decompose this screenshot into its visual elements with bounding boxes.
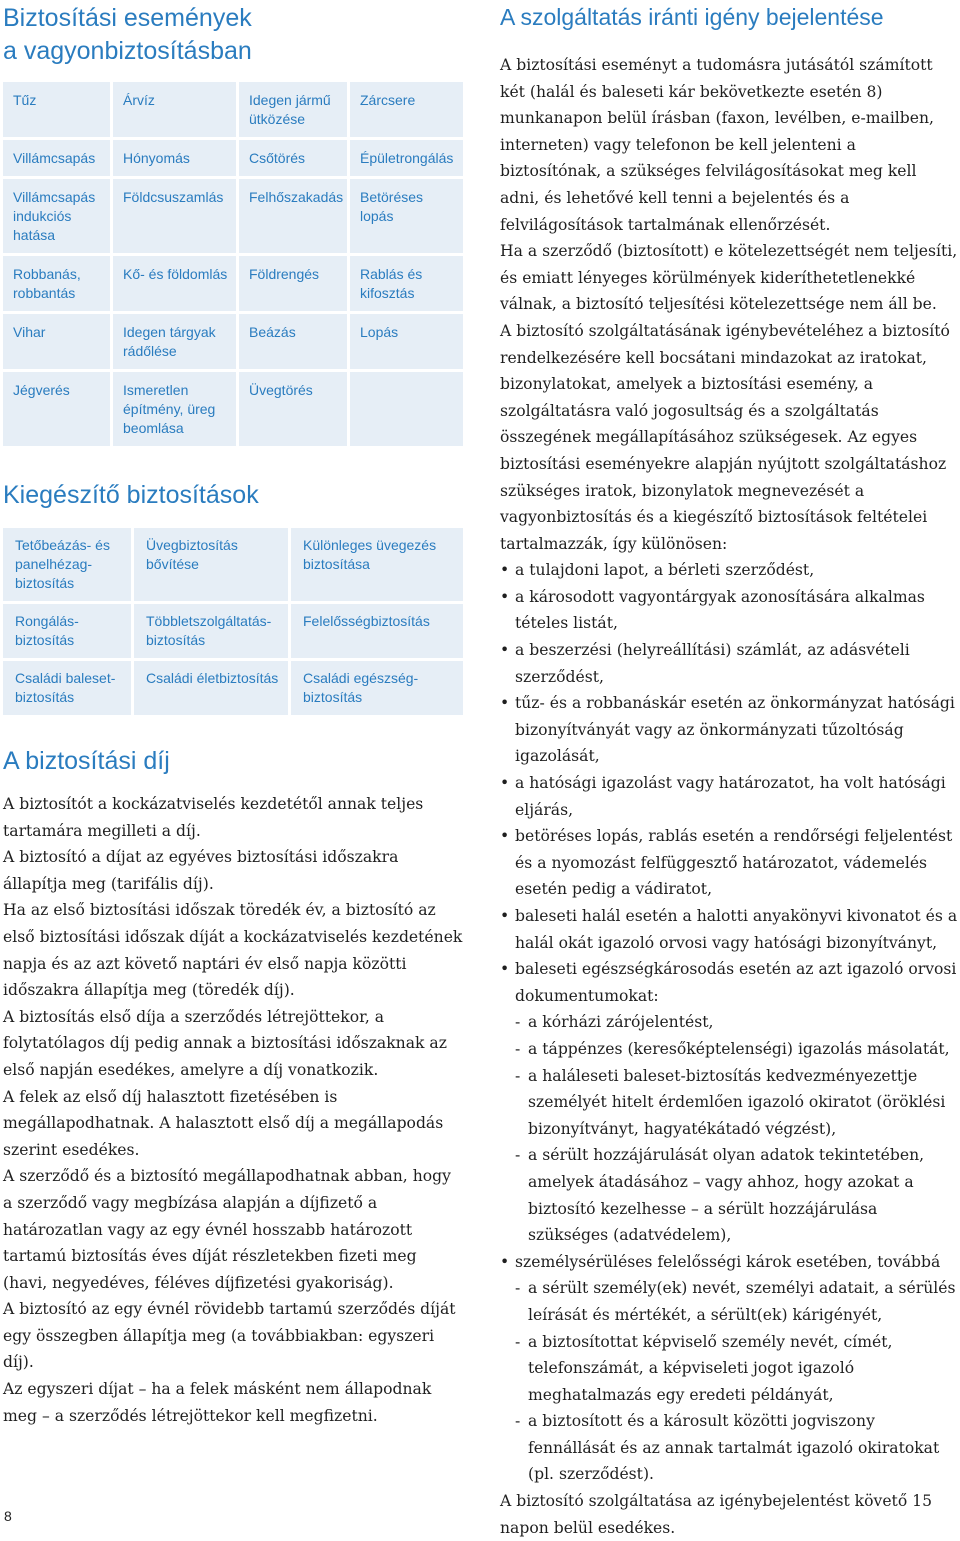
claim-item-text: a biztosítottat képviselő személy nevét, címét, telefonszámát, a képviseleti jogot igazoló meghatalmazás egy eredeti példányát,: [528, 1332, 893, 1404]
dash-marker: -: [515, 1279, 521, 1298]
dash-marker: -: [515, 1146, 521, 1165]
addon-cell: Különleges üvegezés biztosítása: [288, 528, 463, 601]
addon-cell: Tetőbeázás- és panelhézag-biztosítás: [3, 528, 131, 601]
claim-sub-item: [500, 1329, 958, 1409]
claim-sub-item: [500, 1275, 958, 1328]
title-claim: A szolgáltatás iránti igény bejelentése: [500, 4, 884, 30]
fee-paragraph: Az egyszeri díjat – ha a felek másként nem állapodnak meg – a szerződés létrejöttekor kell megfizetni.: [3, 1380, 432, 1425]
fee-paragraph: A biztosítás első díja a szerződés létrejöttekor, a folytatólagos díj pedig annak a biztosítási időszaknak az első napján esedékes, amelyre a díj vonatkozik.: [3, 1007, 447, 1079]
fee-text: [3, 791, 463, 1429]
claim-paragraph-3: A biztosító szolgáltatásának igénybevételéhez a biztosító rendelkezésére kell bocsátani mindazokat az iratokat, bizonylatokat, amelyek a biztosítási esemény, a szolgáltatásra való jogosultság és a szolgáltatás összegének megállapításához szükségesek. Az egyes biztosítási eseményekre alapján nyújtott szolgáltatáshoz szükséges iratok, bizonylatok megnevezését a vagyonbiztosítás és a kiegészítő biztosítások feltételei tartalmazzák, így különösen:: [500, 321, 950, 553]
claim-bullet-item: [500, 823, 958, 903]
claim-bullet-item: [500, 637, 958, 690]
dash-marker: -: [515, 1332, 521, 1351]
hazard-cell: Vihar: [3, 314, 110, 369]
addon-table: [3, 528, 463, 715]
hazard-cell: [347, 372, 463, 446]
hazard-cell: Árvíz: [110, 82, 236, 137]
hazard-cell: Idegen tárgyak rádőlése: [110, 314, 236, 369]
title-hazards-line1: Biztosítási események: [3, 4, 252, 32]
addon-cell: Üvegbiztosítás bővítése: [131, 528, 288, 601]
fee-paragraph: A biztosító az egy évnél rövidebb tartamú szerződés díját egy összegben állapítja meg (a továbbiakban: egyszeri díj).: [3, 1300, 456, 1372]
title-addons: Kiegészítő biztosítások: [3, 481, 259, 509]
hazard-cell: Beázás: [236, 314, 347, 369]
title-fee: A biztosítási díj: [3, 747, 170, 775]
claim-item-text: a kórházi zárójelentést,: [528, 1013, 714, 1032]
claim-item-text: a hatósági igazolást vagy határozatot, ha volt hatósági eljárás,: [515, 774, 946, 819]
claim-item-text: a biztosított és a károsult közötti jogviszony fennállását és az annak tartalmát igazoló okiratokat (pl. szerződést).: [528, 1412, 940, 1484]
hazard-cell: Robbanás, robbantás: [3, 256, 110, 311]
claim-item-text: a beszerzési (helyreállítási) számlát, az adásvételi szerződést,: [515, 641, 910, 686]
claim-item-text: baleseti halál esetén a halotti anyakönyvi kivonatot és a halál okát igazoló orvosi vagy hatósági bizonyítványt,: [515, 907, 958, 952]
hazard-cell: Épületrongálás: [347, 140, 463, 176]
claim-sub-item: [500, 1142, 958, 1248]
claim-item-text: betöréses lopás, rablás esetén a rendőrségi feljelentést és a nyomozást felfüggesztő határozatot, vádemelés esetén pedig a vádiratot,: [515, 827, 953, 899]
dash-marker: -: [515, 1039, 521, 1058]
page-number: 8: [4, 1508, 12, 1524]
claim-sub-item: [500, 1063, 958, 1143]
claim-paragraph-2: Ha a szerződő (biztosított) e kötelezettségét nem teljesíti, és emiatt lényeges körülmények kideríthetetlenekké válnak, a biztosító teljesítési kötelezettsége nem áll be.: [500, 242, 958, 314]
fee-paragraph: A biztosító a díjat az egyéves biztosítási időszakra állapítja meg (tarifális díj).: [3, 848, 399, 893]
hazard-cell: Földrengés: [236, 256, 347, 311]
hazard-cell: Zárcsere: [347, 82, 463, 137]
claim-document-list: [500, 557, 958, 1488]
claim-item-text: tűz- és a robbanáskár esetén az önkormányzat hatósági bizonyítványát vagy az önkormányzati tűzoltóság igazolását,: [515, 694, 955, 766]
claim-item-text: a haláleseti baleset-biztosítás kedvezményezettje személyét hitelt érdemlően igazoló okiratot (öröklési bizonyítványt, hagyatékátadó végzést),: [528, 1066, 946, 1138]
hazard-cell: Idegen jármű ütközése: [236, 82, 347, 137]
dash-marker: -: [515, 1066, 521, 1085]
claim-bullet-item: [500, 770, 958, 823]
hazard-table: [3, 82, 463, 446]
claim-bullet-item: [500, 956, 958, 1009]
hazard-cell: Kő- és földomlás: [110, 256, 236, 311]
claim-item-text: a sérült személy(ek) nevét, személyi adatait, a sérülés leírását és mértékét, a sérült(ek) kárigényét,: [528, 1279, 956, 1324]
dash-marker: -: [515, 1412, 521, 1431]
claim-item-text: a sérült hozzájárulását olyan adatok tekintetében, amelyek átadásához – vagy ahhoz, hogy azokat a biztosító kezelhesse – a sérült hozzájárulása szükséges (adatvédelem),: [528, 1146, 925, 1245]
title-hazards: [3, 2, 463, 68]
claim-bullet-item: [500, 584, 958, 637]
claim-bullet-item: [500, 557, 958, 584]
claim-item-text: a károsodott vagyontárgyak azonosítására alkalmas tételes listát,: [515, 587, 925, 633]
claim-final-paragraph: A biztosító szolgáltatása az igénybejelentést követő 15 napon belül esedékes.: [500, 1492, 933, 1537]
fee-paragraph: A szerződő és a biztosító megállapodhatnak abban, hogy a szerződő vagy megbízása alapján a díjfizető a határozatlan vagy az egy évnél hosszabb határozott tartamú biztosítás éves díját részletekben fizeti meg (havi, negyedéves, féléves díjfizetési gyakoriság).: [3, 1167, 451, 1292]
fee-paragraph: Ha az első biztosítási időszak töredék év, a biztosító az első biztosítási időszak díját a kockázatviselés kezdetének napja és az azt követő naptári év első napja közötti időszakra állapítja meg (töredék díj).: [3, 901, 463, 1000]
addon-cell: Többletszolgáltatás-biztosítás: [131, 604, 288, 658]
claim-item-text: baleseti egészségkárosodás esetén az azt igazoló orvosi dokumentumokat:: [515, 960, 957, 1005]
addon-cell: Rongálás-biztosítás: [3, 604, 131, 658]
title-hazards-line2: a vagyonbiztosításban: [3, 37, 252, 65]
claim-sub-item: [500, 1036, 958, 1063]
hazard-cell: Lopás: [347, 314, 463, 369]
addon-cell: Felelősségbiztosítás: [288, 604, 463, 658]
hazard-cell: Betöréses lopás: [347, 179, 463, 253]
hazard-cell: Ismeretlen építmény, üreg beomlása: [110, 372, 236, 446]
addon-cell: Családi életbiztosítás: [131, 661, 288, 715]
hazard-cell: Üvegtörés: [236, 372, 347, 446]
addon-cell: Családi baleset-biztosítás: [3, 661, 131, 715]
fee-paragraph: A biztosítót a kockázatviselés kezdetétől annak teljes tartamára megilleti a díj.: [3, 795, 424, 840]
claim-bullet-item: [500, 903, 958, 956]
fee-paragraph: A felek az első díj halasztott fizetésében is megállapodhatnak. A halasztott első díj a megállapodás szerint esedékes.: [3, 1087, 444, 1159]
claim-paragraph-1: A biztosítási eseményt a tudomásra jutásától számított két (halál és baleseti kár bekövetkezte esetén 8) munkanapon belül írásban (faxon, levélben, e-mailben, interneten) vagy telefonon be kell jelenteni a biztosítónak, a szükséges felvilágosításokat meg kell adni, és lehetővé kell tenni a bejelentés és a felvilágosítások tartalmának ellenőrzését.: [500, 56, 934, 234]
hazard-cell: Csőtörés: [236, 140, 347, 176]
claim-item-text: a tulajdoni lapot, a bérleti szerződést,: [515, 561, 815, 580]
claim-bullet-item: [500, 690, 958, 770]
claim-bullet-item: [500, 1249, 958, 1276]
claim-text: [500, 52, 958, 1541]
hazard-cell: Felhőszakadás: [236, 179, 347, 253]
addon-cell: Családi egészség-biztosítás: [288, 661, 463, 715]
hazard-cell: Villámcsapás: [3, 140, 110, 176]
claim-item-text: személysérüléses felelősségi károk esetében, továbbá: [515, 1252, 941, 1271]
claim-sub-item: [500, 1009, 958, 1036]
hazard-cell: Földcsuszamlás: [110, 179, 236, 253]
dash-marker: -: [515, 1013, 521, 1032]
hazard-cell: Villámcsapás indukciós hatása: [3, 179, 110, 253]
hazard-cell: Tűz: [3, 82, 110, 137]
claim-item-text: a táppénzes (keresőképtelenségi) igazolás másolatát,: [528, 1039, 950, 1058]
hazard-cell: Rablás és kifosztás: [347, 256, 463, 311]
claim-sub-item: [500, 1408, 958, 1488]
hazard-cell: Hónyomás: [110, 140, 236, 176]
hazard-cell: Jégverés: [3, 372, 110, 446]
